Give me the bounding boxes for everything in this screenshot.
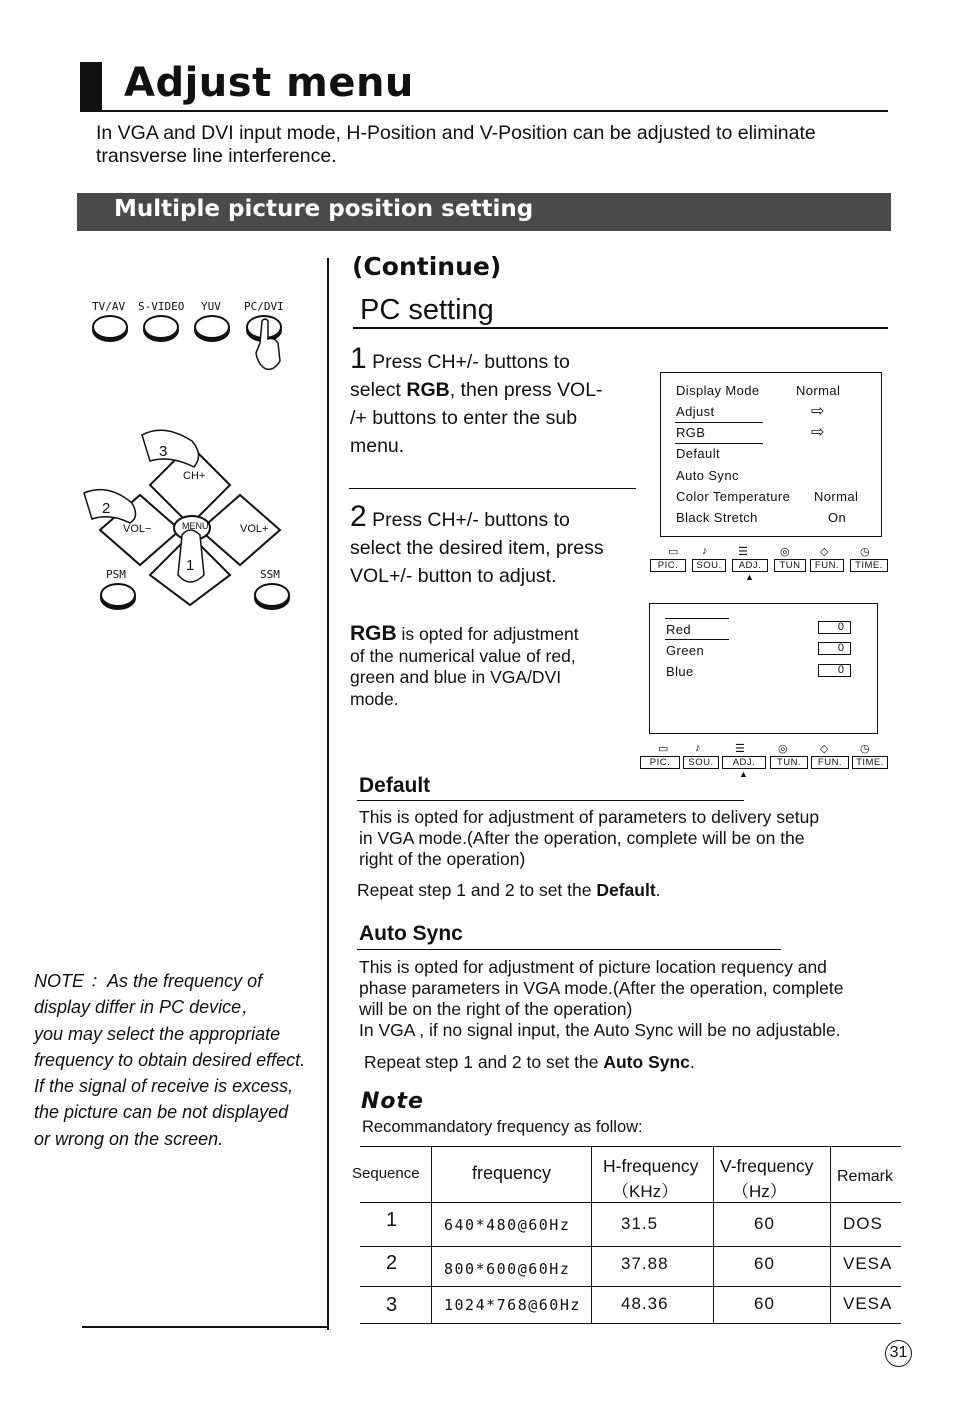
side-note-line: If the signal of receive is excess,	[34, 1076, 294, 1097]
s-video-label: S-VIDEO	[138, 300, 185, 313]
s-video-button[interactable]	[143, 315, 179, 339]
highlight-rule	[665, 618, 729, 619]
tab-adj[interactable]: ADJ.	[722, 756, 766, 769]
th-sequence: Sequence	[352, 1165, 420, 1182]
tab-sou[interactable]: SOU.	[683, 756, 719, 769]
tab-fun[interactable]: FUN.	[810, 559, 844, 572]
auto-sync-repeat-text: Repeat step 1 and 2 to set the	[364, 1052, 599, 1072]
remote-illustration	[80, 295, 300, 625]
table-col-rule	[591, 1146, 592, 1324]
tab-tun[interactable]: TUN.	[770, 756, 808, 769]
period: .	[655, 880, 661, 900]
row-3-h: 48.36	[621, 1294, 669, 1313]
time-icon: ◷	[860, 546, 870, 558]
table-row-rule	[360, 1286, 901, 1287]
rgb-item-blue[interactable]: Blue	[666, 664, 694, 679]
tab-pic[interactable]: PIC.	[650, 559, 686, 572]
row-2-seq: 2	[386, 1252, 398, 1274]
menu-value-color-temperature: Normal	[814, 489, 859, 504]
rgb-desc-b: of the numerical value of red,	[350, 645, 576, 666]
th-h-unit: （KHz）	[612, 1182, 679, 1201]
side-note-line: the picture can be not displayed	[34, 1102, 289, 1123]
vol-plus-label: VOL+	[240, 523, 269, 535]
menu-label: MENU	[182, 521, 209, 531]
tab-fun[interactable]: FUN.	[811, 756, 849, 769]
step-1-line-a: Press CH+/- buttons to	[372, 351, 570, 373]
step-1-marker: 1	[186, 557, 195, 574]
tab-pic[interactable]: PIC.	[640, 756, 680, 769]
note-heading: Note	[361, 1089, 424, 1114]
th-v-unit: （Hz）	[732, 1182, 787, 1201]
step-1-number: 1	[350, 342, 367, 375]
menu-item-color-temperature[interactable]: Color Temperature	[676, 489, 791, 504]
rgb-item-red[interactable]: Red	[666, 622, 692, 637]
auto-sync-line-3: will be on the right of the operation)	[359, 999, 633, 1019]
title-rule	[80, 110, 888, 112]
ssm-button[interactable]	[254, 583, 290, 607]
step-2-text	[350, 500, 640, 590]
default-repeat-bold: Default	[596, 880, 656, 900]
step-2-number: 2	[350, 500, 367, 533]
osd-tab-bar	[640, 742, 890, 782]
section-title: Multiple picture position setting	[114, 196, 534, 222]
picture-icon: ▭	[668, 546, 679, 558]
sound-icon: ♪	[695, 742, 701, 754]
row-1-h: 31.5	[621, 1214, 659, 1233]
blue-value-box[interactable]: 0	[818, 664, 851, 677]
intro-paragraph: In VGA and DVI input mode, H-Position and V-Position can be adjusted to eliminate transverse line interference.	[96, 122, 816, 167]
row-3-freq: 1024*768@60Hz	[444, 1296, 581, 1314]
tv-av-button[interactable]	[92, 315, 128, 339]
default-line-2: in VGA mode.(After the operation, complete will be on the	[359, 828, 805, 848]
side-note-line: frequency to obtain desired effect.	[34, 1049, 306, 1070]
adjust-icon: ☰	[735, 743, 745, 755]
side-note-line: you may select the appropriate	[34, 1023, 281, 1044]
menu-item-rgb[interactable]: RGB	[676, 425, 706, 440]
auto-sync-repeat	[364, 1052, 695, 1073]
rgb-desc-a: is opted for adjustment	[401, 624, 579, 644]
default-heading: Default	[359, 774, 431, 797]
pc-setting-heading: PC setting	[360, 294, 494, 326]
step-2-line-a: Press CH+/- buttons to	[372, 509, 570, 531]
adjust-icon: ☰	[738, 546, 748, 558]
pc-dvi-label: PC/DVI	[244, 300, 284, 313]
step-2-marker: 2	[102, 500, 111, 517]
time-icon: ◷	[860, 743, 870, 755]
auto-sync-rule	[357, 949, 781, 950]
title-bar-accent	[80, 62, 102, 110]
yuv-label: YUV	[201, 300, 221, 313]
active-tab-marker: ▲	[745, 572, 754, 582]
arrow-right-icon: ⇨	[811, 403, 825, 420]
sound-icon: ♪	[702, 545, 708, 557]
ssm-label: SSM	[260, 568, 280, 581]
default-rule	[357, 800, 744, 801]
table-row-rule	[360, 1246, 901, 1247]
default-paragraph	[359, 807, 899, 870]
page-title: Adjust menu	[124, 60, 414, 106]
rgb-osd-menu	[649, 603, 878, 734]
active-tab-marker: ▲	[739, 769, 748, 779]
function-icon: ◇	[820, 743, 829, 755]
default-line-1: This is opted for adjustment of parameters to delivery setup	[359, 807, 820, 827]
th-frequency: frequency	[472, 1163, 552, 1183]
auto-sync-paragraph	[359, 957, 919, 1041]
row-3-remark: VESA	[843, 1294, 893, 1313]
menu-item-adjust[interactable]: Adjust	[676, 404, 715, 419]
table-header-rule	[360, 1202, 901, 1203]
yuv-button[interactable]	[194, 315, 230, 339]
step-separator	[349, 488, 636, 489]
default-line-3: right of the operation)	[359, 849, 526, 869]
adjust-osd-menu	[660, 372, 882, 537]
continue-heading: (Continue)	[352, 252, 502, 281]
tab-time[interactable]: TIME.	[850, 559, 888, 572]
auto-sync-line-4: In VGA , if no signal input, the Auto Sync will be no adjustable.	[359, 1020, 841, 1040]
osd-tab-bar	[650, 545, 890, 585]
step-1-text	[350, 342, 640, 460]
table-col-rule	[713, 1146, 714, 1324]
step-3-marker: 3	[159, 443, 168, 460]
table-bottom-rule	[360, 1323, 901, 1324]
function-icon: ◇	[820, 546, 829, 558]
tune-icon: ◎	[780, 546, 790, 558]
bottom-rule	[82, 1326, 328, 1328]
psm-label: PSM	[106, 568, 126, 581]
green-value-box[interactable]: 0	[818, 642, 851, 655]
step-1-line-d: /+ buttons to enter the sub	[350, 407, 578, 429]
step-1-line-c: , then press VOL-	[449, 379, 603, 401]
pointing-hand-icon	[250, 317, 286, 373]
auto-sync-line-2: phase parameters in VGA mode.(After the operation, complete	[359, 978, 844, 998]
period: .	[689, 1052, 695, 1072]
rgb-desc-d: mode.	[350, 688, 399, 709]
menu-item-default[interactable]: Default	[676, 446, 720, 461]
th-remark: Remark	[837, 1168, 894, 1185]
row-2-remark: VESA	[843, 1254, 893, 1273]
default-repeat-text: Repeat step 1 and 2 to set the	[357, 880, 592, 900]
tab-sou[interactable]: SOU.	[692, 559, 726, 572]
tab-tun[interactable]: TUN	[774, 559, 806, 572]
menu-item-auto-sync[interactable]: Auto Sync	[676, 468, 739, 483]
table-top-rule	[360, 1146, 901, 1147]
row-3-v: 60	[754, 1294, 775, 1313]
psm-button[interactable]	[100, 583, 136, 607]
column-divider	[327, 258, 329, 1330]
side-note-line: or wrong on the screen.	[34, 1128, 224, 1149]
default-repeat	[357, 880, 661, 901]
highlight-rule	[675, 443, 763, 444]
side-note-line: NOTE ：As the frequency of	[34, 971, 263, 991]
tv-av-label: TV/AV	[92, 300, 126, 313]
th-v-frequency: V-frequency	[720, 1156, 814, 1176]
auto-sync-repeat-bold: Auto Sync	[603, 1052, 690, 1072]
auto-sync-line-1: This is opted for adjustment of picture location requency and	[359, 957, 827, 977]
rgb-description	[350, 623, 630, 710]
row-2-h: 37.88	[621, 1254, 669, 1273]
row-2-v: 60	[754, 1254, 775, 1273]
red-value-box[interactable]: 0	[818, 621, 851, 634]
step-1-line-b: select	[350, 379, 401, 401]
step-2-line-b: select the desired item, press	[350, 537, 604, 559]
tab-time[interactable]: TIME.	[852, 756, 888, 769]
row-1-remark: DOS	[843, 1214, 883, 1233]
menu-item-black-stretch[interactable]: Black Stretch	[676, 510, 758, 525]
tune-icon: ◎	[778, 743, 788, 755]
highlight-rule	[675, 422, 763, 423]
row-1-seq: 1	[386, 1209, 398, 1231]
side-note-line: display differ in PC device，	[34, 997, 260, 1018]
note-subtitle: Recommandatory frequency as follow:	[362, 1118, 643, 1136]
page-number: 31	[885, 1340, 912, 1367]
tab-adj[interactable]: ADJ.	[732, 559, 768, 572]
ch-plus-label: CH+	[183, 470, 206, 482]
table-col-rule	[431, 1146, 432, 1324]
rgb-bold: RGB	[350, 622, 397, 645]
picture-icon: ▭	[658, 743, 669, 755]
row-3-seq: 3	[386, 1294, 398, 1316]
highlight-rule	[665, 639, 729, 640]
menu-item-display-mode[interactable]: Display Mode	[676, 383, 760, 398]
row-2-freq: 800*600@60Hz	[444, 1260, 571, 1278]
row-1-v: 60	[754, 1214, 775, 1233]
step-1-line-e: menu.	[350, 435, 405, 457]
menu-value-black-stretch: On	[828, 510, 847, 525]
table-col-rule	[830, 1146, 831, 1324]
auto-sync-heading: Auto Sync	[359, 922, 463, 945]
pc-setting-rule	[353, 327, 888, 329]
rgb-item-green[interactable]: Green	[666, 643, 705, 658]
step-2-line-c: VOL+/- button to adjust.	[350, 565, 557, 587]
step-1-bold: RGB	[406, 379, 450, 401]
th-h-frequency: H-frequency	[603, 1156, 699, 1176]
rgb-desc-c: green and blue in VGA/DVI	[350, 667, 562, 687]
side-note	[34, 968, 324, 1152]
row-1-freq: 640*480@60Hz	[444, 1216, 571, 1234]
vol-minus-label: VOL−	[123, 523, 152, 535]
arrow-right-icon: ⇨	[811, 424, 825, 441]
menu-value-display-mode: Normal	[796, 383, 841, 398]
